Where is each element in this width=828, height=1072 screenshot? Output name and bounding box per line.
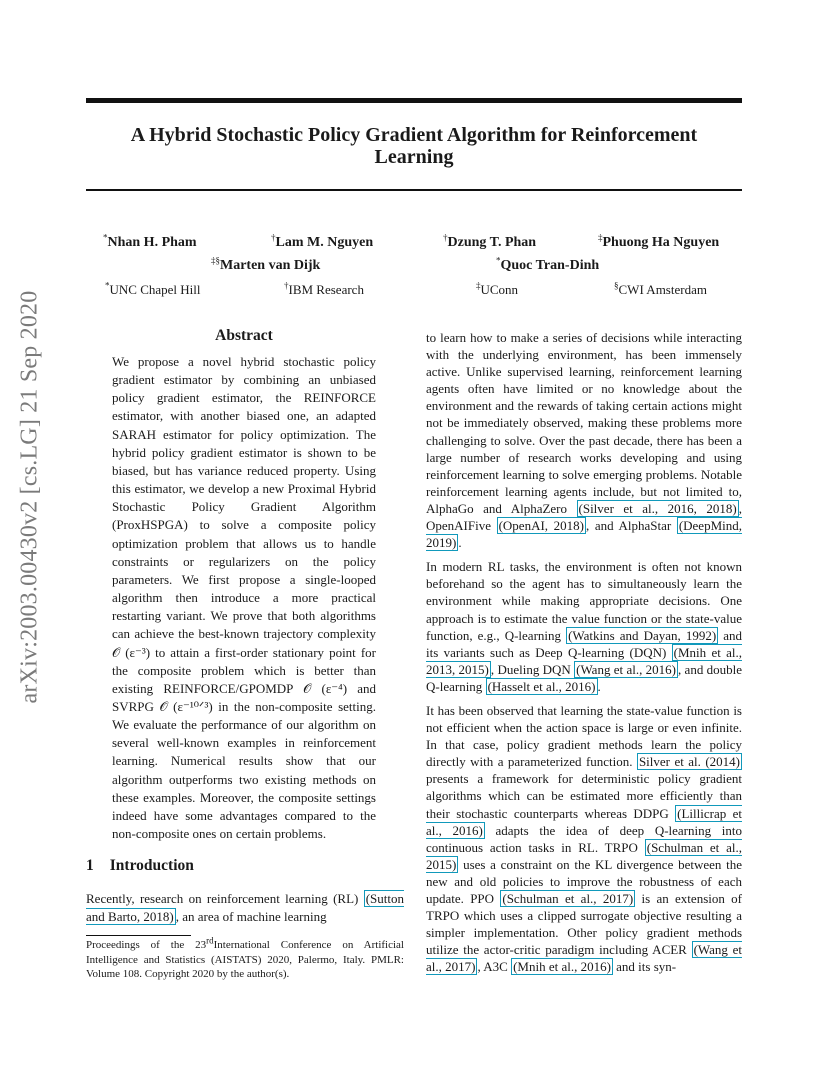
paper-title: [86, 124, 742, 168]
author-3: †Dzung T. Phan: [443, 232, 537, 250]
citation-link[interactable]: (Lillicrap et al., 2016): [426, 805, 742, 838]
citation-link[interactable]: (Watkins and Dayan, 1992): [568, 627, 717, 643]
citation-link[interactable]: (OpenAI, 2018): [498, 518, 584, 534]
affiliation-4: §CWI Amsterdam: [614, 280, 707, 297]
section-heading-introduction: [86, 857, 194, 875]
paragraph-rl-overview: to learn how to make a series of decisions while interacting with the underlying environment, has been immensely active. Unlike supervised learning, reinforcement learning agents often have limited or no knowledge about the environment and the rewards of taking certain actions might not be immediately observed, making these problems more challenging to solve. Over the past decade, there has been a large number of research works developing and using reinforcement learning to solve emerging problems. Notable reinforcement learning agents include, but not limited to, AlphaGo and AlphaZero (Silver et al., 2016, 2018) , OpenAIFive (OpenAI, 2018) , and AlphaStar (DeepMind, 2019) .: [426, 330, 742, 551]
author-4: ‡Phuong Ha Nguyen: [598, 232, 720, 250]
citation-link[interactable]: (Mnih et al., 2013, 2015): [426, 644, 743, 677]
citation-link[interactable]: (Mnih et al., 2016): [513, 959, 611, 975]
paragraph-policy-gradient: It has been observed that learning the state-value function is not efficient when the action space is large or even infinite. In that case, policy gradient methods learn the policy directly with a parameterized function. Silver et al. (2014) presents a framework for deterministic policy gradient algorithms which can be estimated more efficiently than their stochastic counterparts whereas DDPG (Lillicrap et al., 2016) adapts the idea of deep Q-learning into continuous action tasks in RL. TRPO (Schulman et al., 2015) uses a constraint on the KL divergence between the new and old policies to improve the robustness of each update. PPO (Schulman et al., 2017) is an extension of TRPO which uses a clipped surrogate objective resulting a simpler implementation. Other policy gradient methods utilize the actor-critic paradigm including ACER (Wang et al., 2017) , A3C (Mnih et al., 2016) and its syn-: [426, 702, 742, 975]
citation-link[interactable]: (Hasselt et al., 2016): [487, 678, 596, 694]
abstract-body: We propose a novel hybrid stochastic policy gradient estimator by combining an unbiased policy gradient estimator, the REINFORCE estimator, with another biased one, an adapted SARAH estimator for policy optimization. The hybrid policy gradient estimator is shown to be biased, but has variance reduced property. Using this estimator, we develop a new Proximal Hybrid Stochastic Policy Gradient Algorithm (ProxHSPGA) to solve a composite policy optimization problem that allows us to handle constraints or regularizers on the policy parameters. We first propose a single-looped algorithm then introduce a more practical restarting variant. We prove that both algorithms can achieve the best-known trajectory complexity 𝒪 (ε⁻³) to attain a first-order stationary point for the composite problem which is better than existing REINFORCE/GPOMDP 𝒪 (ε⁻⁴) and SVRPG 𝒪 (ε⁻¹⁰ᐟ³) in the non-composite setting. We evaluate the performance of our algorithm on several well-known examples in reinforcement learning. Numerical results show that our algorithm outperforms two existing methods on these examples. Moreover, the composite settings indeed have some advantages compared to the non-composite ones on certain problems.: [112, 354, 376, 842]
abstract-heading: Abstract: [215, 327, 273, 344]
footnote-proceedings: Proceedings of the 23rdInternational Conference on Artificial Intelligence and Statistics (AISTATS) 2020, Palermo, Italy. PMLR: Volume 108. Copyright 2020 by the author(s).: [86, 935, 404, 981]
paper-title-line-2: Learning: [374, 146, 454, 168]
citation-link[interactable]: (Wang et al., 2017): [426, 942, 742, 975]
author-2: †Lam M. Nguyen: [271, 232, 374, 250]
citation-link[interactable]: (Sutton and Barto, 2018): [86, 891, 404, 924]
author-1: *Nhan H. Pham: [103, 232, 197, 250]
citation-link[interactable]: (Silver et al., 2016, 2018): [578, 500, 737, 516]
paragraph-modern-rl: In modern RL tasks, the environment is often not known beforehand so the agent has to simultaneously learn the environment while making appropriate decisions. One approach is to estimate the value function or the state-value function, e.g., Q-learning (Watkins and Dayan, 1992) and its variants such as Deep Q-learning (DQN) (Mnih et al., 2013, 2015) , Dueling DQN (Wang et al., 2016) , and double Q-learning (Hasselt et al., 2016) .: [426, 559, 743, 694]
affiliation-3: ‡UConn: [476, 280, 519, 297]
affiliation-1: *UNC Chapel Hill: [105, 280, 201, 297]
citation-link[interactable]: (DeepMind, 2019): [426, 518, 742, 551]
citation-link[interactable]: (Schulman et al., 2017): [502, 891, 634, 906]
right-column-body: [426, 329, 742, 982]
paper-title-line-1: A Hybrid Stochastic Policy Gradient Algorithm for Reinforcement: [130, 124, 698, 146]
footnote-rule: [86, 935, 191, 936]
title-bottom-rule: [86, 189, 742, 191]
arxiv-identifier-text: arXiv:2003.00430v2 [cs.LG] 21 Sep 2020: [16, 290, 43, 704]
section-number: 1: [86, 857, 94, 874]
arxiv-identifier-stamp: [10, 292, 50, 702]
section-title: Introduction: [109, 857, 194, 874]
citation-link[interactable]: (Schulman et al., 2015): [426, 839, 742, 872]
introduction-paragraph: Recently, research on reinforcement learning (RL) (Sutton and Barto, 2018) , an area of machine learning: [86, 891, 404, 924]
citation-link[interactable]: Silver et al. (2014): [638, 754, 740, 770]
affiliation-2: †IBM Research: [284, 280, 364, 297]
title-top-rule: [86, 98, 742, 103]
author-5: ‡§Marten van Dijk: [211, 255, 321, 273]
citation-link[interactable]: (Wang et al., 2016): [576, 661, 676, 677]
author-6: *Quoc Tran-Dinh: [496, 255, 600, 273]
